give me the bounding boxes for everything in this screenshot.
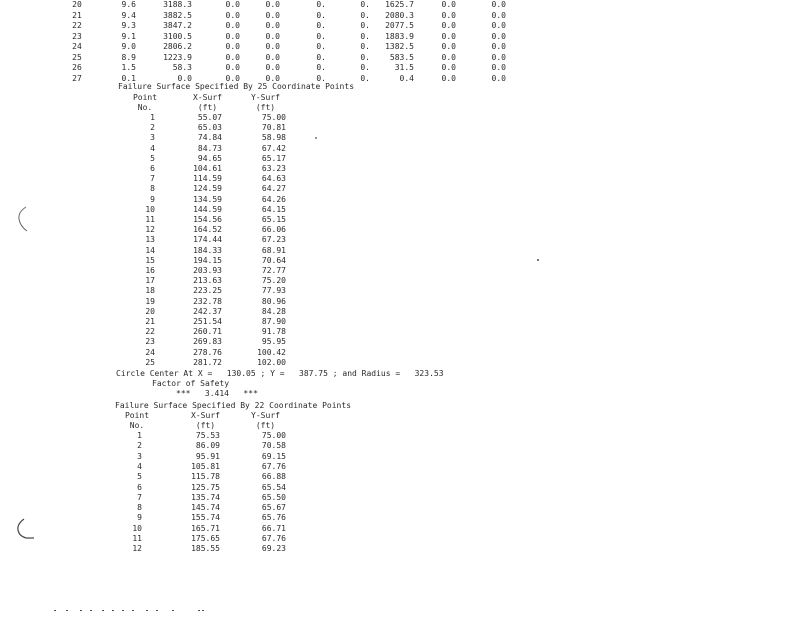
slice-cell-width: 1.5 bbox=[121, 63, 136, 72]
surface1-point-no: 19 bbox=[145, 296, 155, 306]
surface1-x-surf: 84.73 bbox=[197, 143, 222, 153]
slice-cell-d: 0. bbox=[360, 31, 370, 41]
surface1-x-surf: 65.03 bbox=[197, 123, 222, 133]
surface1-point-no: 24 bbox=[145, 347, 155, 357]
surface2-x-surf: 175.65 bbox=[191, 534, 220, 543]
surface1-y-surf: 68.91 bbox=[261, 245, 286, 255]
surface1-y-surf: 70.64 bbox=[261, 255, 286, 265]
slice-cell-width: 9.0 bbox=[121, 42, 136, 51]
slice-cell-e: 1382.5 bbox=[385, 42, 414, 51]
surface2-point-no: 10 bbox=[132, 523, 142, 533]
slice-cell-width: 9.1 bbox=[121, 31, 136, 41]
slice-cell-width: 9.3 bbox=[121, 21, 136, 30]
slice-cell-a: 0.0 bbox=[225, 0, 240, 9]
surface1-y-surf: 67.23 bbox=[261, 235, 286, 245]
slice-cell-d: 0. bbox=[360, 52, 370, 62]
surface2-point-no: 12 bbox=[132, 544, 142, 554]
surface1-y-surf: 70.81 bbox=[261, 123, 286, 133]
surface1-x-surf: 269.83 bbox=[193, 337, 222, 347]
slice-cell-weight: 2806.2 bbox=[163, 42, 192, 51]
surface1-point-no: 22 bbox=[145, 327, 155, 337]
surface1-x-surf: 164.52 bbox=[193, 225, 222, 235]
surface1-x-surf: 223.25 bbox=[193, 286, 222, 296]
surface2-head-point: Point bbox=[124, 411, 150, 420]
surface2-y-surf: 66.71 bbox=[261, 523, 286, 533]
slice-cell-weight: 3847.2 bbox=[163, 21, 192, 30]
surface2-x-surf: 185.55 bbox=[191, 544, 220, 554]
surface1-head-y-unit: (ft) bbox=[255, 103, 276, 112]
surface1-x-surf: 144.59 bbox=[193, 204, 222, 214]
surface2-point-no: 1 bbox=[137, 431, 142, 440]
surface1-x-surf: 154.56 bbox=[193, 215, 222, 224]
surface1-y-surf: 80.96 bbox=[261, 296, 286, 306]
slice-cell-slice: 25 bbox=[72, 52, 82, 62]
surface1-point-no: 15 bbox=[145, 255, 155, 265]
surface1-point-no: 3 bbox=[150, 133, 155, 143]
surface2-point-no: 7 bbox=[137, 492, 142, 502]
surface2-y-surf: 65.76 bbox=[261, 513, 286, 523]
surface2-point-no: 6 bbox=[137, 482, 142, 492]
surface1-x-surf: 281.72 bbox=[193, 357, 222, 367]
surface1-point-no: 18 bbox=[145, 286, 155, 296]
punch-hole-mark-upper bbox=[14, 204, 30, 234]
surface2-y-surf: 70.58 bbox=[261, 441, 286, 451]
slice-cell-e: 0.4 bbox=[399, 73, 414, 83]
slice-cell-weight: 3882.5 bbox=[163, 10, 192, 20]
slice-cell-slice: 22 bbox=[72, 21, 82, 30]
surface1-y-surf: 65.15 bbox=[261, 215, 286, 224]
surface2-x-surf: 95.91 bbox=[195, 451, 220, 461]
surface1-point-no: 7 bbox=[150, 174, 155, 184]
surface1-x-surf: 260.71 bbox=[193, 327, 222, 337]
surface1-y-surf: 77.93 bbox=[261, 286, 286, 296]
surface1-y-surf: 63.23 bbox=[261, 164, 286, 173]
surface2-head-y-unit: (ft) bbox=[255, 421, 276, 430]
surface2-y-surf: 67.76 bbox=[261, 534, 286, 543]
surface1-head-no: No. bbox=[137, 103, 153, 112]
surface1-point-no: 4 bbox=[150, 143, 155, 153]
surface1-y-surf: 64.63 bbox=[261, 174, 286, 184]
slice-cell-e: 2080.3 bbox=[385, 10, 414, 20]
surface2-y-surf: 69.23 bbox=[261, 544, 286, 554]
surface1-head-y: Y-Surf bbox=[251, 93, 280, 102]
slice-cell-b: 0.0 bbox=[265, 42, 280, 51]
surface1-y-surf: 84.28 bbox=[261, 306, 286, 316]
slice-cell-width: 9.4 bbox=[121, 10, 136, 20]
slice-cell-slice: 27 bbox=[72, 73, 82, 83]
surface1-head-x-unit: (ft) bbox=[197, 103, 218, 112]
slice-cell-c: 0. bbox=[316, 52, 326, 62]
surface2-point-no: 8 bbox=[137, 503, 142, 513]
surface2-head-x-unit: (ft) bbox=[195, 421, 216, 430]
surface1-x-surf: 242.37 bbox=[193, 306, 222, 316]
slice-cell-b: 0.0 bbox=[265, 63, 280, 72]
surface2-x-surf: 75.53 bbox=[195, 431, 220, 440]
surface1-x-surf: 203.93 bbox=[193, 266, 222, 275]
surface1-x-surf: 94.65 bbox=[197, 153, 222, 163]
slice-cell-g: 0.0 bbox=[491, 63, 506, 72]
slice-cell-slice: 21 bbox=[72, 10, 82, 20]
surface1-x-surf: 184.33 bbox=[193, 245, 222, 255]
slice-cell-g: 0.0 bbox=[491, 52, 506, 62]
surface2-y-surf: 65.50 bbox=[261, 492, 286, 502]
surface2-x-surf: 115.78 bbox=[191, 472, 220, 482]
surface1-point-no: 17 bbox=[145, 276, 155, 286]
surface2-x-surf: 145.74 bbox=[191, 503, 220, 513]
surface1-point-no: 8 bbox=[150, 184, 155, 194]
slice-cell-weight: 58.3 bbox=[172, 63, 192, 72]
surface2-x-surf: 165.71 bbox=[191, 523, 220, 533]
surface1-x-surf: 104.61 bbox=[193, 164, 222, 173]
slice-cell-f: 0.0 bbox=[441, 63, 456, 72]
slice-cell-a: 0.0 bbox=[225, 31, 240, 41]
surface1-x-surf: 114.59 bbox=[193, 174, 222, 184]
slice-cell-g: 0.0 bbox=[491, 0, 506, 9]
surface2-point-no: 11 bbox=[132, 534, 142, 543]
slice-cell-a: 0.0 bbox=[225, 73, 240, 83]
surface1-y-surf: 87.90 bbox=[261, 317, 286, 326]
surface2-title: Failure Surface Specified By 22 Coordinate Points bbox=[115, 401, 352, 410]
surface2-y-surf: 75.00 bbox=[261, 431, 286, 440]
slice-cell-a: 0.0 bbox=[225, 21, 240, 30]
slice-cell-weight: 3188.3 bbox=[163, 0, 192, 9]
surface1-x-surf: 55.07 bbox=[197, 113, 222, 122]
slice-cell-c: 0. bbox=[316, 42, 326, 51]
surface1-y-surf: 95.95 bbox=[261, 337, 286, 347]
slice-cell-f: 0.0 bbox=[441, 73, 456, 83]
slice-cell-b: 0.0 bbox=[265, 0, 280, 9]
surface1-head-point: Point bbox=[132, 93, 158, 102]
slice-cell-a: 0.0 bbox=[225, 63, 240, 72]
surface1-point-no: 11 bbox=[145, 215, 155, 224]
surface1-y-surf: 100.42 bbox=[257, 347, 286, 357]
slice-cell-g: 0.0 bbox=[491, 31, 506, 41]
surface1-point-no: 21 bbox=[145, 317, 155, 326]
slice-cell-c: 0. bbox=[316, 73, 326, 83]
footer-dotted-line bbox=[52, 606, 212, 614]
surface1-y-surf: 72.77 bbox=[261, 266, 286, 275]
surface1-point-no: 14 bbox=[145, 245, 155, 255]
scan-speck bbox=[315, 137, 317, 139]
surface1-x-surf: 232.78 bbox=[193, 296, 222, 306]
slice-cell-b: 0.0 bbox=[265, 31, 280, 41]
surface2-x-surf: 155.74 bbox=[191, 513, 220, 523]
surface1-x-surf: 213.63 bbox=[193, 276, 222, 286]
slice-cell-f: 0.0 bbox=[441, 0, 456, 9]
surface1-point-no: 20 bbox=[145, 306, 155, 316]
surface1-x-surf: 194.15 bbox=[193, 255, 222, 265]
slice-cell-g: 0.0 bbox=[491, 42, 506, 51]
surface1-y-surf: 65.17 bbox=[261, 153, 286, 163]
surface1-point-no: 2 bbox=[150, 123, 155, 133]
surface1-y-surf: 64.27 bbox=[261, 184, 286, 194]
slice-cell-a: 0.0 bbox=[225, 42, 240, 51]
slice-cell-c: 0. bbox=[316, 21, 326, 30]
surface1-x-surf: 124.59 bbox=[193, 184, 222, 194]
slice-cell-a: 0.0 bbox=[225, 10, 240, 20]
surface1-y-surf: 67.42 bbox=[261, 143, 286, 153]
surface2-y-surf: 67.76 bbox=[261, 461, 286, 471]
surface1-point-no: 5 bbox=[150, 153, 155, 163]
surface2-x-surf: 125.75 bbox=[191, 482, 220, 492]
surface1-x-surf: 134.59 bbox=[193, 194, 222, 204]
surface2-y-surf: 66.88 bbox=[261, 472, 286, 482]
factor-of-safety-label: Factor of Safety bbox=[152, 379, 230, 388]
slice-cell-d: 0. bbox=[360, 63, 370, 72]
slice-cell-f: 0.0 bbox=[441, 52, 456, 62]
surface1-point-no: 1 bbox=[150, 113, 155, 122]
surface1-point-no: 16 bbox=[145, 266, 155, 275]
surface2-x-surf: 86.09 bbox=[195, 441, 220, 451]
slice-cell-e: 1625.7 bbox=[385, 0, 414, 9]
slice-cell-d: 0. bbox=[360, 0, 370, 9]
factor-of-safety-value: *** 3.414 *** bbox=[176, 389, 258, 398]
slice-cell-g: 0.0 bbox=[491, 10, 506, 20]
surface1-x-surf: 278.76 bbox=[193, 347, 222, 357]
surface1-y-surf: 91.78 bbox=[261, 327, 286, 337]
slice-cell-f: 0.0 bbox=[441, 10, 456, 20]
slice-cell-a: 0.0 bbox=[225, 52, 240, 62]
slice-cell-d: 0. bbox=[360, 42, 370, 51]
surface1-x-surf: 174.44 bbox=[193, 235, 222, 245]
slice-cell-f: 0.0 bbox=[441, 42, 456, 51]
punch-hole-mark-lower bbox=[14, 516, 36, 542]
slice-cell-c: 0. bbox=[316, 63, 326, 72]
slice-cell-c: 0. bbox=[316, 0, 326, 9]
surface2-point-no: 9 bbox=[137, 513, 142, 523]
surface1-point-no: 13 bbox=[145, 235, 155, 245]
slice-cell-width: 8.9 bbox=[121, 52, 136, 62]
surface1-y-surf: 75.00 bbox=[261, 113, 286, 122]
circle-center-line: Circle Center At X = 130.05 ; Y = 387.75 ; and Radius = 323.53 bbox=[116, 369, 444, 378]
surface1-y-surf: 66.06 bbox=[261, 225, 286, 235]
surface2-point-no: 4 bbox=[137, 461, 142, 471]
surface2-head-y: Y-Surf bbox=[251, 411, 280, 420]
surface1-y-surf: 75.20 bbox=[261, 276, 286, 286]
slice-cell-e: 1883.9 bbox=[385, 31, 414, 41]
slice-cell-b: 0.0 bbox=[265, 52, 280, 62]
surface2-point-no: 3 bbox=[137, 451, 142, 461]
slice-cell-e: 2077.5 bbox=[385, 21, 414, 30]
surface1-point-no: 12 bbox=[145, 225, 155, 235]
surface2-head-x: X-Surf bbox=[191, 411, 220, 420]
surface2-point-no: 5 bbox=[137, 472, 142, 482]
surface1-y-surf: 58.98 bbox=[261, 133, 286, 143]
surface1-point-no: 9 bbox=[150, 194, 155, 204]
surface1-x-surf: 74.84 bbox=[197, 133, 222, 143]
surface2-x-surf: 135.74 bbox=[191, 492, 220, 502]
slice-cell-slice: 24 bbox=[72, 42, 82, 51]
slice-cell-f: 0.0 bbox=[441, 31, 456, 41]
slice-cell-slice: 23 bbox=[72, 31, 82, 41]
slice-cell-f: 0.0 bbox=[441, 21, 456, 30]
surface2-y-surf: 69.15 bbox=[261, 451, 286, 461]
slice-cell-c: 0. bbox=[316, 31, 326, 41]
slice-cell-width: 9.6 bbox=[121, 0, 136, 9]
slice-cell-b: 0.0 bbox=[265, 73, 280, 83]
scan-speck bbox=[537, 259, 539, 261]
slice-cell-weight: 3100.5 bbox=[163, 31, 192, 41]
slice-cell-g: 0.0 bbox=[491, 73, 506, 83]
surface1-point-no: 25 bbox=[145, 357, 155, 367]
surface2-head-no: No. bbox=[129, 421, 145, 430]
slice-cell-weight: 0.0 bbox=[177, 73, 192, 83]
surface1-y-surf: 64.15 bbox=[261, 204, 286, 214]
surface1-x-surf: 251.54 bbox=[193, 317, 222, 326]
slice-cell-b: 0.0 bbox=[265, 10, 280, 20]
slice-cell-width: 0.1 bbox=[121, 73, 136, 83]
slice-cell-b: 0.0 bbox=[265, 21, 280, 30]
surface1-head-x: X-Surf bbox=[193, 93, 222, 102]
surface2-y-surf: 65.67 bbox=[261, 503, 286, 513]
surface1-title: Failure Surface Specified By 25 Coordinate Points bbox=[118, 82, 355, 91]
surface1-point-no: 23 bbox=[145, 337, 155, 347]
slice-cell-slice: 20 bbox=[72, 0, 82, 9]
slice-cell-g: 0.0 bbox=[491, 21, 506, 30]
surface2-x-surf: 105.81 bbox=[191, 461, 220, 471]
surface1-point-no: 10 bbox=[145, 204, 155, 214]
surface1-y-surf: 102.00 bbox=[257, 357, 286, 367]
slice-cell-slice: 26 bbox=[72, 63, 82, 72]
slice-cell-d: 0. bbox=[360, 21, 370, 30]
surface1-y-surf: 64.26 bbox=[261, 194, 286, 204]
slice-cell-c: 0. bbox=[316, 10, 326, 20]
surface2-point-no: 2 bbox=[137, 441, 142, 451]
slice-cell-d: 0. bbox=[360, 10, 370, 20]
slice-cell-e: 583.5 bbox=[389, 52, 414, 62]
surface1-point-no: 6 bbox=[150, 164, 155, 173]
slice-cell-weight: 1223.9 bbox=[163, 52, 192, 62]
surface2-y-surf: 65.54 bbox=[261, 482, 286, 492]
slice-cell-e: 31.5 bbox=[394, 63, 414, 72]
slice-cell-d: 0. bbox=[360, 73, 370, 83]
